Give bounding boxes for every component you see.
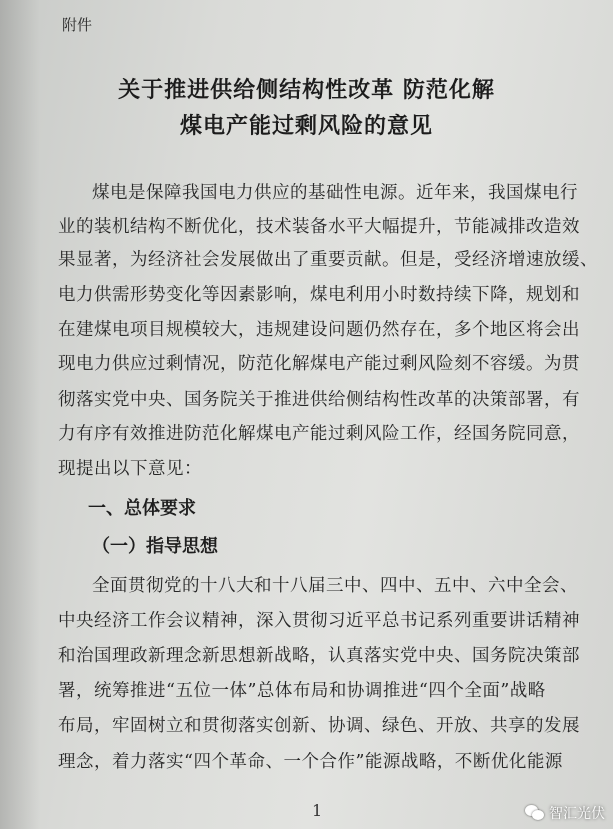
body-line: 现电力供应过剩情况，防范化解煤电产能过剩风险刻不容缓。为贯 [58, 354, 580, 374]
body-line: 彻落实党中央、国务院关于推进供给侧结构性改革的决策部署，有 [58, 390, 580, 410]
body-line: 理念，着力落实“四个革命、一个合作”能源战略，不断优化能源 [58, 752, 563, 772]
page-number: 1 [312, 801, 323, 820]
body-line: 煤电是保障我国电力供应的基础性电源。近年来，我国煤电行 [92, 183, 578, 203]
section-heading: 一、总体要求 [88, 498, 196, 519]
body-line: 在建煤电项目规模较大，违规建设问题仍然存在，多个地区将会出 [58, 320, 580, 340]
body-line: 电力供需形势变化等因素影响，煤电利用小时数持续下降，规划和 [58, 285, 580, 305]
subsection-heading: （一）指导思想 [92, 536, 218, 557]
document-title-line-2: 煤电产能过剩风险的意见 [179, 113, 433, 139]
body-line: 业的装机结构不断优化，技术装备水平大幅提升，节能减排改造效 [58, 217, 580, 237]
body-line: 署，统筹推进“五位一体”总体布局和协调推进“四个全面”战略 [58, 681, 546, 701]
body-line: 现提出以下意见： [58, 459, 202, 479]
watermark-text: 智汇光伏 [549, 806, 605, 822]
body-line: 中央经济工作会议精神，深入贯彻习近平总书记系列重要讲话精神 [58, 611, 580, 631]
wechat-icon [525, 805, 545, 821]
body-line: 果显著，为经济社会发展做出了重要贡献。但是，受经济增速放缓、 [58, 250, 598, 270]
watermark [525, 803, 605, 823]
document-title-line-1: 关于推进供给侧结构性改革 防范化解 [118, 77, 495, 103]
attachment-label: 附件 [62, 16, 93, 34]
body-line: 力有序有效推进防范化解煤电产能过剩风险工作，经国务院同意， [58, 424, 580, 444]
body-line: 全面贯彻党的十八大和十八届三中、四中、五中、六中全会、 [92, 576, 578, 596]
body-line: 和治国理政新理念新思想新战略，认真落实党中央、国务院决策部 [58, 646, 580, 666]
body-line: 布局，牢固树立和贯彻落实创新、协调、绿色、开放、共享的发展 [58, 716, 580, 736]
